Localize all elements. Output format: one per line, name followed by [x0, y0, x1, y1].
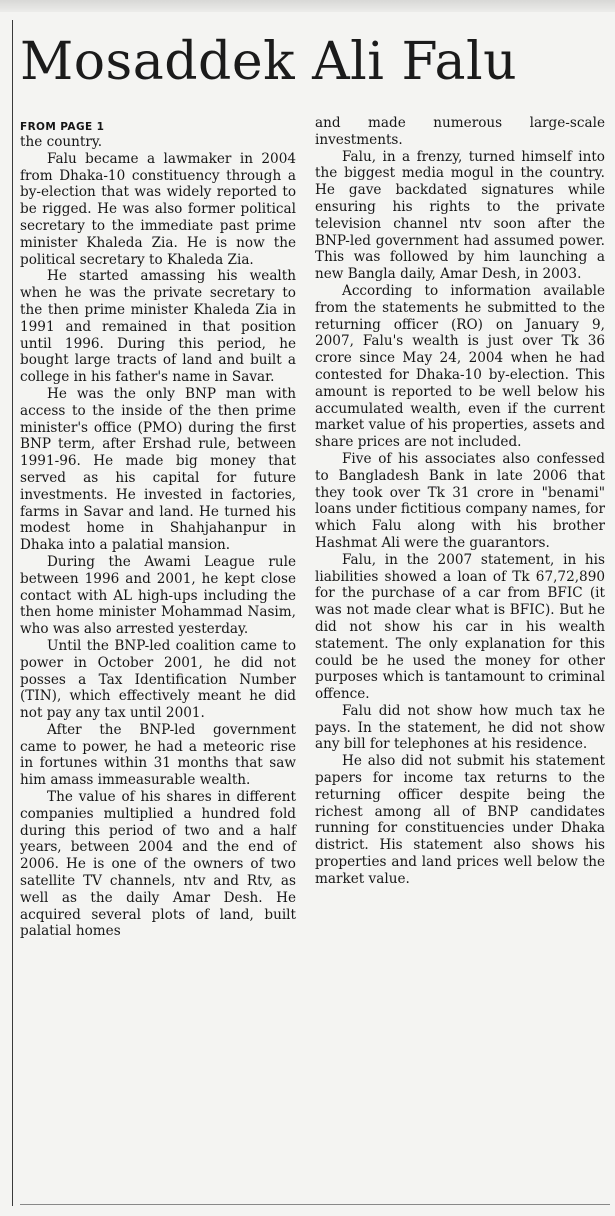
paragraph: During the Awami League rule between 1996 and 2001, he kept close contact with AL high-ups including the then home minister Mohammad Nasim, who was also arrested yesterday.	[20, 553, 296, 638]
paragraph: He also did not submit his statement papers for income tax returns to the returning officer despite being the richest among all of BNP candidates running for constituencies under Dhaka district. His statement also shows his properties and land prices well below the market value.	[315, 753, 605, 887]
headline: Mosaddek Ali Falu	[20, 32, 518, 92]
paragraph: and made numerous large-scale investments.	[315, 115, 605, 148]
right-column	[315, 115, 605, 888]
paragraph: According to information available from the statements he submitted to the returning officer (RO) on January 9, 2007, Falu's wealth is just over Tk 36 crore since May 24, 2004 when he had contested for Dhaka-10 by-election. This amount is reported to be well below his accumulated wealth, even if the current market value of his properties, assets and share prices are not included.	[315, 282, 605, 451]
paragraph: Falu did not show how much tax he pays. In the statement, he did not show any bill for telephones at his residence.	[315, 702, 605, 753]
paragraph: He was the only BNP man with access to the inside of the then prime minister's office (PMO) during the first BNP term, after Ershad rule, between 1991-96. He made big money that served as his capital for future investments. He invested in factories, farms in Savar and land. He turned his modest home in Shahjahanpur in Dhaka into a palatial mansion.	[20, 385, 296, 554]
left-column	[20, 120, 296, 940]
kicker: FROM PAGE 1	[20, 121, 105, 133]
paragraph: the country.	[20, 134, 103, 150]
paragraph: Falu, in the 2007 statement, in his liabilities showed a loan of Tk 67,72,890 for the purchase of a car from BFIC (it was not made clear what is BFIC). But he did not show his car in his wealth statement. The only explanation for this could be he used the money for other purposes which is tantamount to criminal offence.	[315, 551, 605, 703]
paragraph: Falu, in a frenzy, turned himself into the biggest media mogul in the country. He gave backdated signatures while ensuring his rights to the private television channel ntv soon after the BNP-led government had assumed power. This was followed by him launching a new Bangla daily, Amar Desh, in 2003.	[315, 148, 605, 283]
paragraph: He started amassing his wealth when he was the private secretary to the then prime minister Khaleda Zia in 1991 and remained in that position until 1996. During this period, he bought large tracts of land and built a college in his father's name in Savar.	[20, 268, 296, 386]
top-rule	[0, 0, 615, 12]
bottom-rule	[20, 1204, 610, 1205]
paragraph: Until the BNP-led coalition came to power in October 2001, he did not posses a Tax Identification Number (TIN), which effectively meant he did not pay any tax until 2001.	[20, 637, 296, 722]
paragraph: After the BNP-led government came to power, he had a meteoric rise in fortunes within 31 months that saw him amass immeasurable wealth.	[20, 721, 296, 789]
paragraph: The value of his shares in different companies multiplied a hundred fold during this period of two and a half years, between 2004 and the end of 2006. He is one of the owners of two satellite TV channels, ntv and Rtv, as well as the daily Amar Desh. He acquired several plots of land, built palatial homes	[20, 789, 296, 940]
left-rule	[12, 20, 13, 1206]
paragraph: Five of his associates also confessed to Bangladesh Bank in late 2006 that they took over Tk 31 crore in "benami" loans under fictitious company names, for which Falu along with his brother Hashmat Ali were the guarantors.	[315, 450, 605, 551]
paragraph: Falu became a lawmaker in 2004 from Dhaka-10 constituency through a by-election that was widely reported to be rigged. He was also former political secretary to the immediate past prime minister Khaleda Zia. He is now the political secretary to Khaleda Zia.	[20, 150, 296, 268]
